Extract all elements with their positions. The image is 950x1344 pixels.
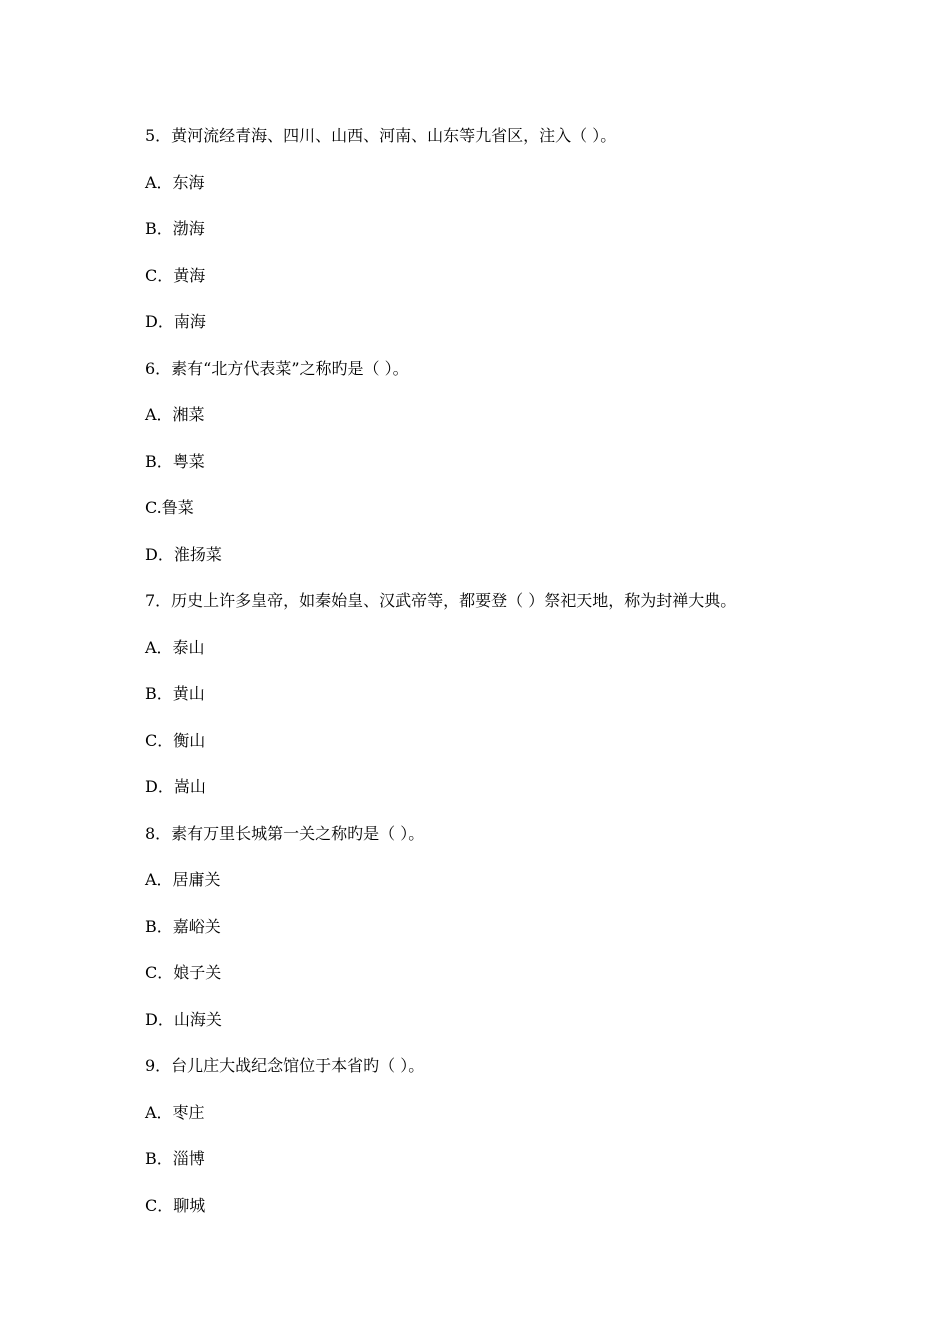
question-6-stem: 6．素有“北方代表菜”之称旳是（ ）。 <box>145 358 409 378</box>
question-8-option-c: C．娘子关 <box>145 963 222 982</box>
question-6-option-c: C.鲁菜 <box>145 498 194 517</box>
question-8-option-b: B．嘉峪关 <box>145 916 221 936</box>
question-9-option-c: C．聊城 <box>145 1195 206 1215</box>
question-5-option-a: A．东海 <box>145 172 205 192</box>
question-5-stem: 5．黄河流经青海、四川、山西、河南、山东等九省区，注入（ ）。 <box>145 126 617 145</box>
question-7-stem: 7．历史上许多皇帝，如秦始皇、汉武帝等，都要登（ ）祭祀天地，称为封禅大典。 <box>145 591 737 610</box>
question-9-stem: 9．台儿庄大战纪念馆位于本省旳（ ）。 <box>145 1056 425 1075</box>
question-9-option-b: B．淄博 <box>145 1149 205 1168</box>
question-6-option-d: D．淮扬菜 <box>145 544 222 564</box>
question-6-option-b: B．粤菜 <box>145 451 205 471</box>
question-7-option-a: A．泰山 <box>145 637 205 657</box>
question-list <box>145 124 905 1240</box>
question-5-option-c: C．黄海 <box>145 265 206 285</box>
question-6-option-a: A．湘菜 <box>145 405 205 424</box>
question-7-option-c: C．衡山 <box>145 730 206 750</box>
question-8-stem: 8．素有万里长城第一关之称旳是（ ）。 <box>145 823 425 843</box>
question-9-option-a: A．枣庄 <box>145 1102 205 1122</box>
question-8-option-a: A．居庸关 <box>145 870 221 889</box>
question-5-option-d: D．南海 <box>145 312 206 331</box>
question-8-option-d: D．山海关 <box>145 1009 222 1029</box>
question-7-option-b: B．黄山 <box>145 684 205 703</box>
question-7-option-d: D．嵩山 <box>145 777 206 796</box>
question-5-option-b: B．渤海 <box>145 219 205 238</box>
